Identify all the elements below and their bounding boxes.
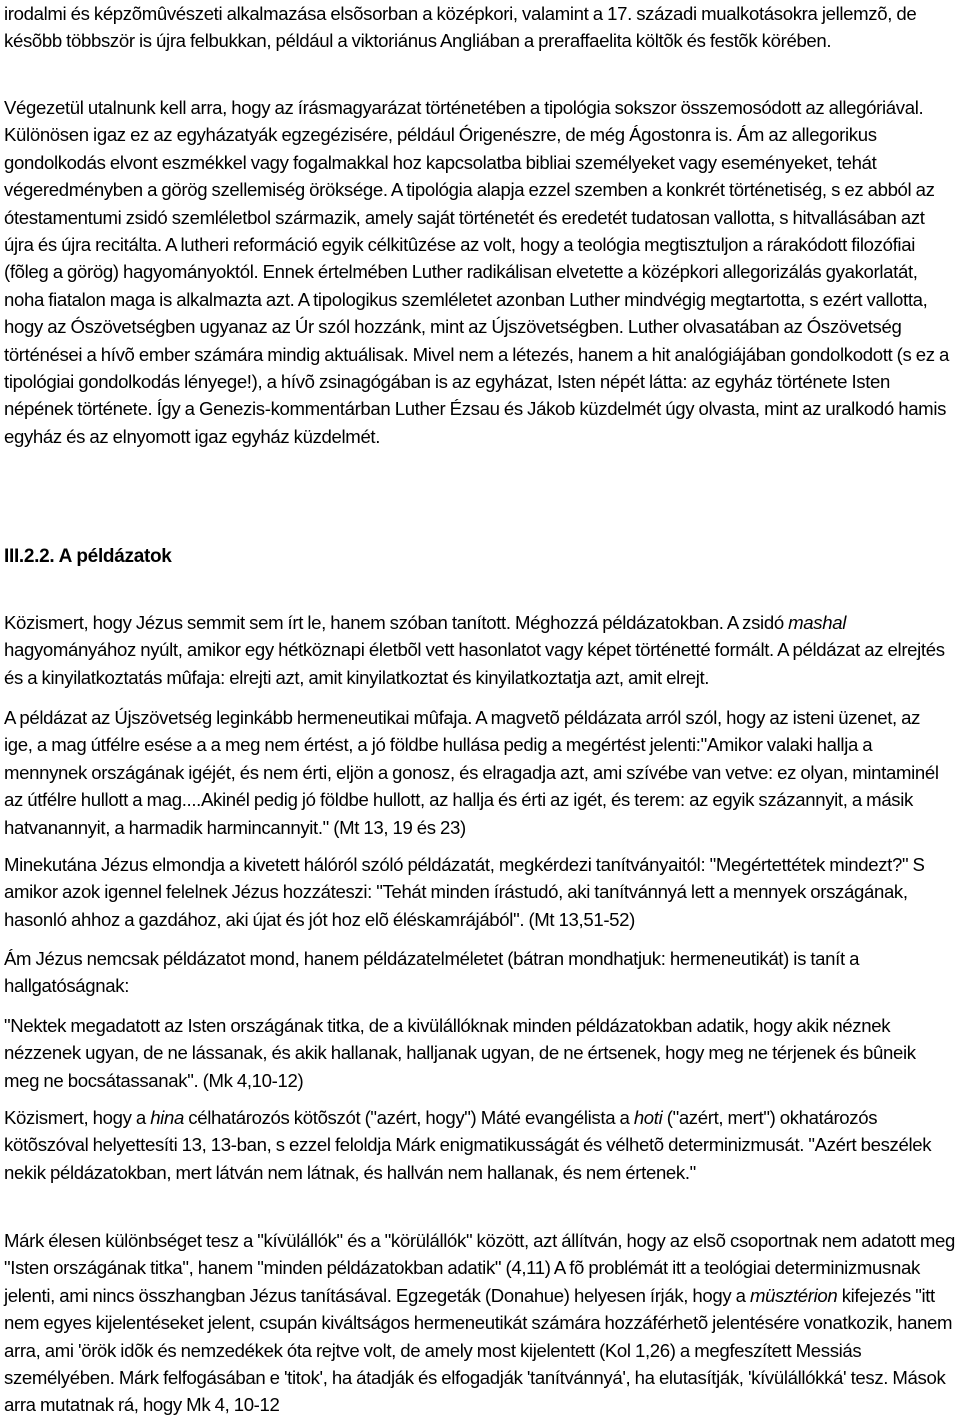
paragraph-typology-art xyxy=(4,0,952,55)
paragraph-mark-quote xyxy=(4,1012,952,1094)
paragraph-sower xyxy=(4,704,952,841)
italic-term-mashal: mashal xyxy=(788,612,846,633)
italic-term-hina: hina xyxy=(150,1107,184,1128)
paragraph-text: Márk élesen különbséget tesz a "kívülállók" és a "körülállók" között, azt állítván, hogy az elsõ csoportnak nem adatott meg "Isten országának titka", hanem "minden példázatokban adatik" (4,11) A fõ problémát itt a teológiai determinizmusnak jelenti, ami nincs összhangban Jézus tanításával. Egzegeták (Donahue) helyesen írják, hogy a xyxy=(4,1230,956,1306)
paragraph-parables-intro xyxy=(4,609,952,691)
paragraph-text: Minekutána Jézus elmondja a kivetett hálóról szóló példázatát, megkérdezi tanítványaitól: "Megértettétek mindezt?" S amikor azok igennel felelnek Jézus hozzáteszi: "Tehát minden írástudó, aki tanítvánnyá lett a mennyek országának, hasonló ahhoz a gazdához, aki újat és jót hoz elõ éléskamrájából". (Mt 13,51-52) xyxy=(4,854,925,930)
paragraph-text: kifejezés "itt nem egyes kijelentéseket jelent, csupán kiváltságos hermeneutikát számára hozzáférhetõ jelentésére vonatkozik, hanem arra, ami 'örök idõk és nemzedékek óta rejtve volt, de amely most kijelentett (Kol 1,26) a megfeszített Messiás személyében. Márk felfogásában e 'titok', ha átadják és elfogadják 'tanítvánnyá', ha elutasítják, 'kívülállókká' tesz. Mások arra mutatnak rá, hogy Mk 4, 10-12 xyxy=(4,1284,953,1416)
paragraph-parable-theory xyxy=(4,945,952,1000)
paragraph-text: "Nektek megadatott az Isten országának titka, de a kivülállóknak minden példázatokban adatik, hogy akik néznek nézzenek ugyan, de ne lássanak, és akik hallanak, halljanak ugyan, de ne értsenek, hogy meg ne térjenek és bûneik meg ne bocsátassanak". (Mk 4,10-12) xyxy=(4,1015,916,1091)
paragraph-text: irodalmi és képzõmûvészeti alkalmazása elsõsorban a középkori, valamint a 17. századi mualkotásokra jellemzõ, de késõbb többször is újra felbukkan, például a viktoriánus Angliában a preraffaelita költõk és festõk körében. xyxy=(4,3,917,52)
paragraph-text: Közismert, hogy a xyxy=(4,1107,151,1128)
paragraph-outsiders xyxy=(4,1227,958,1419)
paragraph-text: Közismert, hogy Jézus semmit sem írt le, hanem szóban tanított. Méghozzá példázatokban. A zsidó xyxy=(4,612,789,633)
italic-term-hoti: hoti xyxy=(633,1107,663,1128)
section-heading: III.2.2. A példázatok xyxy=(4,546,172,567)
paragraph-text: A példázat az Újszövetség leginkább hermeneutikai mûfaja. A magvetõ példázata arról szól, hogy az isteni üzenet, az ige, a mag útfélre esése a a meg nem értést, a jó földbe hullása pedig a megértést jelenti:"Amikor valaki hallja a mennynek országának igéjét, és nem érti, eljön a gonosz, és elragadja azt, ami szívébe van vetve: ez olyan, mintaminél az útfélre hullott a mag....Akinél pedig jó földbe hullott, az hallja és érti az igét, és terem: az egyik százannyit, a másik hatvanannyit, a harmadik harmincannyit." (Mt 13, 19 és 23) xyxy=(4,707,939,838)
paragraph-text: hagyományához nyúlt, amikor egy hétköznapi életbõl vett hasonlatot vagy képet történetté formált. A példázat az elrejtés és a kinyilatkoztatás mûfaja: elrejti azt, amit kinyilatkoztat és kinyilatkoztatja azt, amit elrejt. xyxy=(4,639,945,688)
paragraph-net xyxy=(4,851,952,933)
paragraph-text: Ám Jézus nemcsak példázatot mond, hanem példázatelméletet (bátran mondhatjuk: hermeneutikát) is tanít a hallgatóságnak: xyxy=(4,948,860,997)
paragraph-typology-allegory xyxy=(4,94,952,450)
paragraph-text: célhatározós kötõszót ("azért, hogy") Máté evangélista a xyxy=(183,1107,634,1128)
italic-term-musterion: müsztérion xyxy=(749,1284,838,1306)
paragraph-text: ("azért, mert") okhatározós kötõszóval helyettesíti 13, 13-ban, s ezzel feloldja Márk enigmatikusságát és vélhetõ determinizmusát. "Azért beszélek nekik példázatokban, mert látván nem látnak, és hallván nem hallanak, és nem értenek." xyxy=(4,1107,932,1183)
paragraph-hina-hoti xyxy=(4,1104,952,1186)
paragraph-text: Végezetül utalnunk kell arra, hogy az írásmagyarázat történetében a tipológia sokszor összemosódott az allegóriával. Különösen igaz ez az egyházatyák egzegézisére, például Órigenészre, de még Ágostonra is. Ám az allegorikus gondolkodás elvont eszmékkel vagy fogalmakkal hoz kapcsolatba bibliai személyeket vagy eseményeket, tehát végeredményben a görög szellemiség öröksége. A tipológia alapja ezzel szemben a konkrét történetiség, s ez abból az ótestamentumi zsidó szemléletbol származik, amely saját történetét és eredetét tudatosan vallotta, s hitvallásában azt újra és újra recitálta. A lutheri reformáció egyik célkitûzése az volt, hogy a teológia megtisztuljon a rárakódott filozófiai (fõleg a görög) hagyományoktól. Ennek értelmében Luther radikálisan elvetette a középkori allegorizálás gyakorlatát, noha fiatalon maga is alkalmazta azt. A tipologikus szemléletet azonban Luther mindvégig megtartotta, s ezért vallotta, hogy az Ószövetségben ugyanaz az Úr szól hozzánk, mint az Újszövetségben. Luther olvasatában az Ószövetség történései a hívõ ember számára mindig aktuálisak. Mivel nem a létezés, hanem a hit analógiájában gondolkodott (s ez a tipológiai gondolkodás lényege!), a hívõ zsinagógában is az egyházat, Isten népét látta: az egyház története Isten népének története. Így a Genezis-kommentárban Luther Ézsau és Jákob küzdelmét úgy olvasta, mint az uralkodó hamis egyház és az elnyomott igaz egyház küzdelmét. xyxy=(4,97,950,447)
